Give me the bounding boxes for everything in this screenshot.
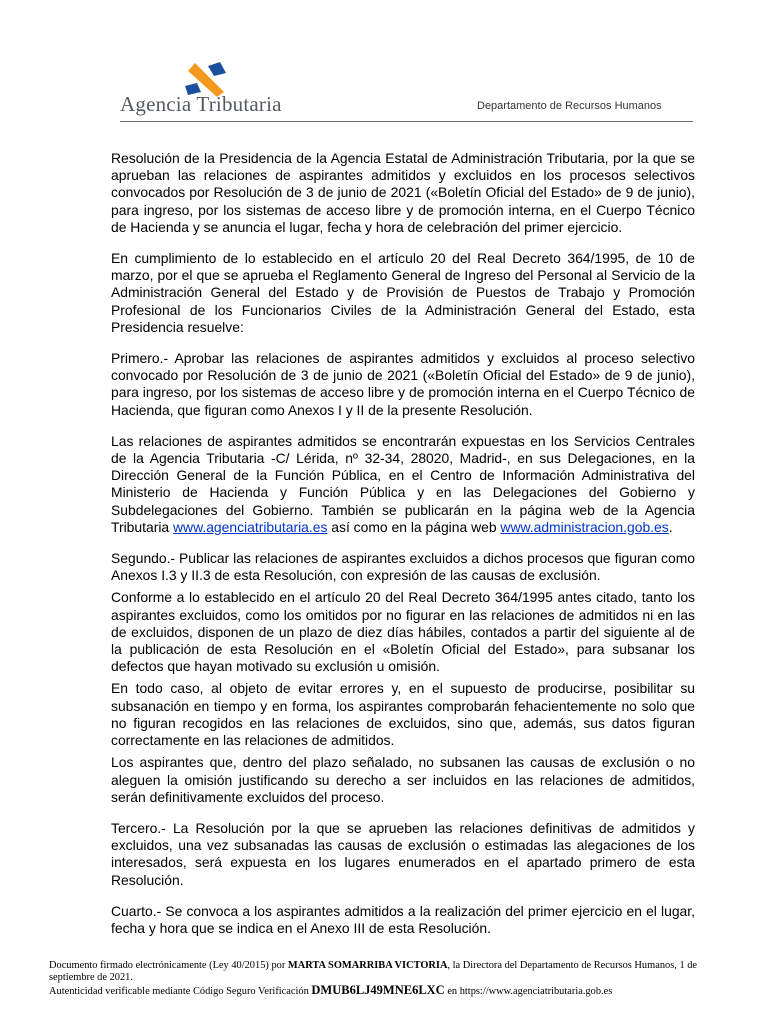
cuarto-paragraph: Cuarto.- Se convoca a los aspirantes admitidos a la realización del primer ejercicio en el lugar, fecha y hora que se indica en el Anexo III de esta Resolución.: [111, 902, 695, 936]
exposicion-text: Las relaciones de aspirantes admitidos se encontrarán expuestas en los Servicios Centrales de la Agencia Tributaria -C/ Lérida, nº 32-34, 28020, Madrid-, en sus Delegaciones, en la Dirección General de la Función Pública, en el Centro de Información Administrativa del Ministerio de Hacienda y Función Pública y en las Delegaciones del Gobierno y Subdelegaciones del Gobierno. También se publicarán en la página web de la Agencia Tributaria: [111, 432, 695, 535]
tercero-paragraph: Tercero.- La Resolución por la que se aprueben las relaciones definitivas de admitidos y excluidos, una vez subsanadas las causas de exclusión o estimadas las alegaciones de los interesados, será expuesta en los lugares enumerados en el apartado primero de esta Resolución.: [111, 819, 695, 888]
en-todo-caso-paragraph: En todo caso, al objeto de evitar errores y, en el supuesto de producirse, posibilitar su subsanación en tiempo y en forma, los aspirantes comprobarán fehacientemente no solo que no figuran recogidos en las relaciones de excluidos, sino que, además, sus datos figuran correctamente en las relaciones de admitidos.: [111, 680, 695, 749]
csv-code: DMUB6LJ49MNE6LXC: [311, 983, 445, 997]
administracion-link[interactable]: www.administracion.gob.es: [500, 518, 669, 535]
signature-line: [49, 960, 729, 984]
signature-footer: [49, 960, 729, 998]
intro-paragraph: En cumplimiento de lo establecido en el artículo 20 del Real Decreto 364/1995, de 10 de marzo, por el que se aprueba el Reglamento General de Ingreso del Personal al Servicio de la Administración General del Estado y de Provisión de Puestos de Trabajo y Promoción Profesional de los Funcionarios Civiles de la Administración General del Estado, esta Presidencia resuelve:: [111, 250, 695, 335]
signed-prefix: Documento firmado electrónicamente (Ley 40/2015) por: [49, 960, 288, 971]
document-body: [111, 150, 695, 946]
exposicion-end: .: [668, 518, 673, 535]
segundo-paragraph: Segundo.- Publicar las relaciones de aspirantes excluidos a dichos procesos que figuran como Anexos I.3 y II.3 de esta Resolución, con expresión de las causas de exclusión.: [111, 550, 695, 584]
signer-name: MARTA SOMARRIBA VICTORIA: [287, 960, 448, 971]
los-aspirantes-paragraph: Los aspirantes que, dentro del plazo señalado, no subsanen las causas de exclusión o no aleguen la omisión justificando su derecho a ser incluidos en las relaciones de admitidos, serán definitivamente excluidos del proceso.: [111, 754, 695, 805]
exposicion-paragraph: [111, 433, 695, 536]
auth-prefix: Autenticidad verificable mediante Código Seguro Verificación: [49, 986, 312, 997]
brand-name: Agencia Tributaria: [120, 92, 282, 116]
signed-suffix: , la Directora del Departamento de Recursos Humanos, 1 de septiembre de 2021.: [49, 960, 698, 983]
title-paragraph: Resolución de la Presidencia de la Agencia Estatal de Administración Tributaria, por la que se aprueban las relaciones de aspirantes admitidos y excluidos en los procesos selectivos convocados por Resolución de 3 de junio de 2021 («Boletín Oficial del Estado» de 9 de junio), para ingreso, por los sistemas de acceso libre y de promoción interna, en el Cuerpo Técnico de Hacienda y se anuncia el lugar, fecha y hora de celebración del primer ejercicio.: [111, 150, 695, 235]
primero-paragraph: Primero.- Aprobar las relaciones de aspirantes admitidos y excluidos al proceso selectivo convocado por Resolución de 3 de junio de 2021 («Boletín Oficial del Estado» de 9 de junio), para ingreso, por los sistemas de acceso libre y de promoción interna en el Cuerpo Técnico de Hacienda, que figuran como Anexos I y II de la presente Resolución.: [111, 350, 695, 418]
conforme-paragraph: Conforme a lo establecido en el artículo 20 del Real Decreto 364/1995 antes citado, tanto los aspirantes excluidos, como los omitidos por no figurar en las relaciones de admitidos ni en las de excluidos, disponen de un plazo de diez días hábiles, contados a partir del siguiente al de la publicación de esta Resolución en el «Boletín Oficial del Estado», para subsanar los defectos que hayan motivado su exclusión u omisión.: [111, 589, 695, 675]
exposicion-mid: así como en la página web: [327, 518, 501, 535]
header-divider: [120, 121, 693, 122]
auth-suffix: en https://www.agenciatributaria.gob.es: [444, 986, 613, 997]
department-name: Departamento de Recursos Humanos: [477, 100, 662, 112]
agencia-tributaria-link[interactable]: www.agenciatributaria.es: [173, 518, 328, 535]
authenticity-line: [49, 984, 729, 998]
